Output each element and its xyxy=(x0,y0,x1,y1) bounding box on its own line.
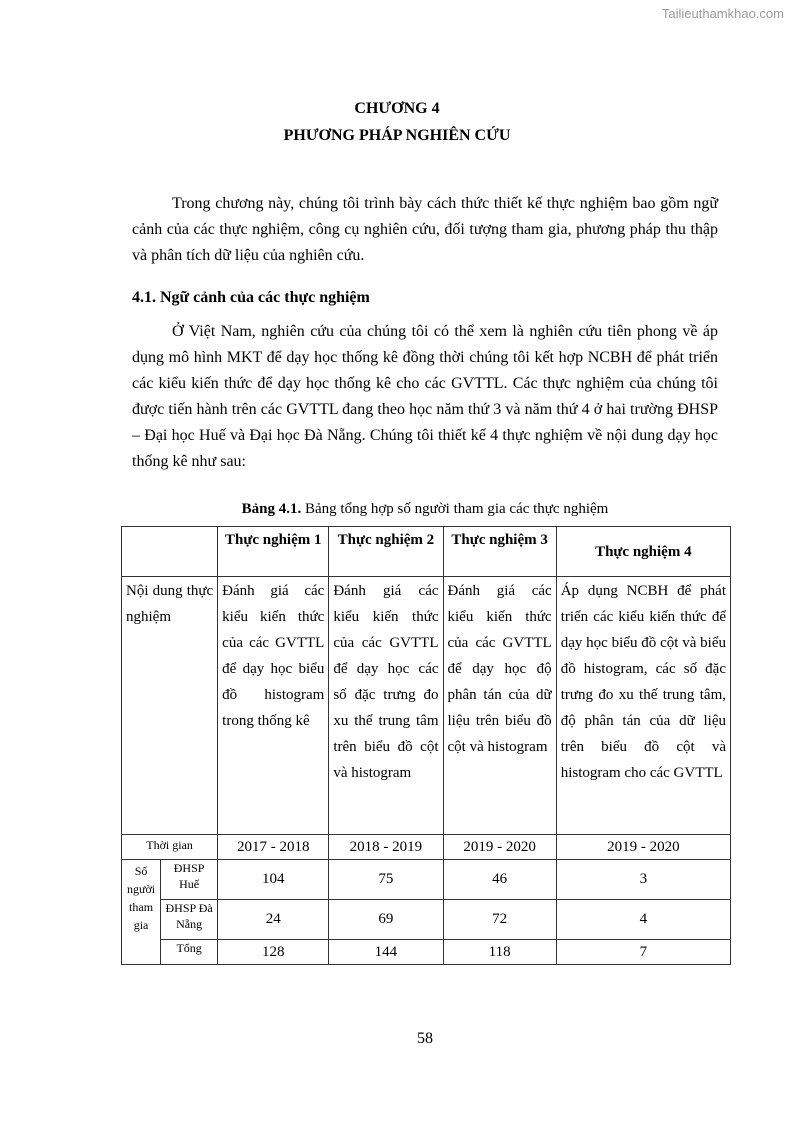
participants-label: Số người tham gia xyxy=(122,860,161,965)
hue-experiment-3: 46 xyxy=(443,860,556,900)
hue-experiment-2: 75 xyxy=(329,860,443,900)
content-label: Nội dung thực nghiệm xyxy=(122,577,218,835)
header-empty-cell xyxy=(122,527,218,577)
chapter-title: PHƯƠNG PHÁP NGHIÊN CỨU xyxy=(283,127,511,144)
header-experiment-3: Thực nghiệm 3 xyxy=(443,527,556,577)
hue-experiment-1: 104 xyxy=(218,860,329,900)
total-row xyxy=(122,940,731,965)
header-experiment-2: Thực nghiệm 2 xyxy=(329,527,443,577)
content-row xyxy=(122,577,731,835)
danang-experiment-1: 24 xyxy=(218,900,329,940)
table-header-row xyxy=(122,527,731,577)
content-experiment-4: Áp dụng NCBH để phát triển các kiểu kiến thức để dạy học biểu đồ cột và biểu đồ histogram, các số đặc trưng đo xu thế trung tâm, độ phân tán của dữ liệu trên biểu đồ cột và histogram cho các GVTTL xyxy=(556,577,730,835)
danang-experiment-4: 4 xyxy=(556,900,730,940)
table-caption-label: Bảng 4.1. xyxy=(241,501,302,517)
total-experiment-4: 7 xyxy=(556,940,730,965)
danang-experiment-2: 69 xyxy=(329,900,443,940)
hue-row xyxy=(122,860,731,900)
danang-row xyxy=(122,900,731,940)
intro-paragraph: Trong chương này, chúng tôi trình bày cách thức thiết kế thực nghiệm bao gồm ngữ cảnh của các thực nghiệm, công cụ nghiên cứu, đối tượng tham gia, phương pháp thu thập và phân tích dữ liệu của nghiên cứu. xyxy=(132,195,718,264)
time-experiment-1: 2017 - 2018 xyxy=(218,835,329,860)
watermark: Tailieuthamkhao.com xyxy=(661,6,784,21)
header-experiment-1: Thực nghiệm 1 xyxy=(218,527,329,577)
content-experiment-2: Đánh giá các kiểu kiến thức của các GVTTL để dạy học các số đặc trưng đo xu thế trung tâm trên biểu đồ cột và histogram xyxy=(329,577,443,835)
page-number: 58 xyxy=(417,1030,433,1047)
total-experiment-2: 144 xyxy=(329,940,443,965)
time-label: Thời gian xyxy=(122,835,218,860)
content-experiment-3: Đánh giá các kiểu kiến thức của các GVTTL để dạy học độ phân tán của dữ liệu trên biểu đồ cột và histogram xyxy=(443,577,556,835)
header-experiment-4: Thực nghiệm 4 xyxy=(556,527,730,577)
time-experiment-4: 2019 - 2020 xyxy=(556,835,730,860)
danang-label: ĐHSP Đà Nẵng xyxy=(161,900,218,940)
total-experiment-1: 128 xyxy=(218,940,329,965)
table-caption-text: Bảng tổng hợp số người tham gia các thực nghiệm xyxy=(301,501,609,517)
participants-table xyxy=(121,526,731,965)
total-label: Tổng xyxy=(161,940,218,965)
hue-experiment-4: 3 xyxy=(556,860,730,900)
hue-label: ĐHSP Huế xyxy=(161,860,218,900)
time-experiment-2: 2018 - 2019 xyxy=(329,835,443,860)
section-heading: 4.1. Ngữ cảnh của các thực nghiệm xyxy=(132,289,370,306)
time-row xyxy=(122,835,731,860)
time-experiment-3: 2019 - 2020 xyxy=(443,835,556,860)
table-caption xyxy=(0,501,794,518)
chapter-number: CHƯƠNG 4 xyxy=(354,100,440,117)
content-experiment-1: Đánh giá các kiểu kiến thức của các GVTTL để dạy học biểu đồ histogram trong thống kê xyxy=(218,577,329,835)
danang-experiment-3: 72 xyxy=(443,900,556,940)
total-experiment-3: 118 xyxy=(443,940,556,965)
section-paragraph: Ở Việt Nam, nghiên cứu của chúng tôi có thể xem là nghiên cứu tiên phong về áp dụng mô hình MKT để dạy học thống kê đồng thời chúng tôi kết hợp NCBH để phát triển các kiểu kiến thức để dạy học thống kê cho các GVTTL. Các thực nghiệm của chúng tôi được tiến hành trên các GVTTL đang theo học năm thứ 3 và năm thứ 4 ở hai trường ĐHSP – Đại học Huế và Đại học Đà Nẵng. Chúng tôi thiết kế 4 thực nghiệm về nội dung dạy học thống kê như sau: xyxy=(132,323,718,470)
